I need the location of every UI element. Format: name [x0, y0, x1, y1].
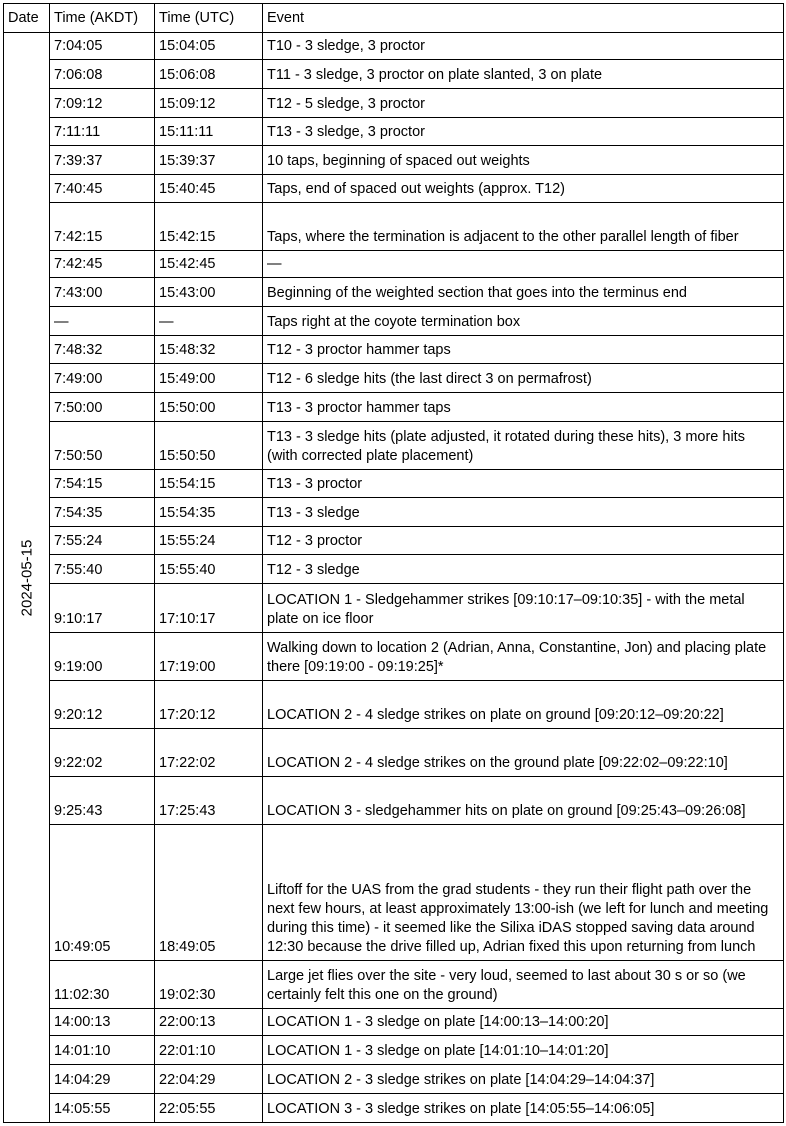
table-row [4, 961, 784, 1009]
header-time-akdt: Time (AKDT) [50, 4, 155, 33]
event-cell: LOCATION 1 - Sledgehammer strikes [09:10:17–09:10:35] - with the metal plate on ice floor [263, 584, 784, 632]
table-row [4, 1036, 784, 1065]
table-row [4, 117, 784, 146]
event-cell: LOCATION 3 - 3 sledge strikes on plate [14:05:55–14:06:05] [263, 1093, 784, 1122]
time-utc-cell: 15:40:45 [155, 175, 263, 203]
header-event: Event [263, 4, 784, 33]
event-cell: T13 - 3 proctor hammer taps [263, 392, 784, 421]
table-header [4, 4, 784, 33]
time-utc-cell: 17:20:12 [155, 680, 263, 728]
table-row [4, 251, 784, 278]
time-akdt-cell: 14:04:29 [50, 1065, 155, 1094]
time-utc-cell: 15:54:15 [155, 469, 263, 497]
time-akdt-cell: 14:00:13 [50, 1009, 155, 1036]
time-akdt-cell: 14:01:10 [50, 1036, 155, 1065]
table-row [4, 88, 784, 117]
time-utc-cell: 19:02:30 [155, 961, 263, 1009]
table-row [4, 469, 784, 497]
date-label: 2024-05-15 [18, 539, 35, 616]
event-cell: Taps right at the coyote termination box [263, 307, 784, 336]
table-row [4, 363, 784, 392]
time-utc-cell: 22:05:55 [155, 1093, 263, 1122]
time-akdt-cell: 7:11:11 [50, 117, 155, 146]
time-akdt-cell: 7:54:15 [50, 469, 155, 497]
time-utc-cell: 22:01:10 [155, 1036, 263, 1065]
event-cell: Walking down to location 2 (Adrian, Anna, Constantine, Jon) and placing plate there [09:19:00 - 09:19:25]* [263, 632, 784, 680]
time-utc-cell: 15:55:24 [155, 526, 263, 555]
time-akdt-cell: 7:50:00 [50, 392, 155, 421]
time-utc-cell: 15:09:12 [155, 88, 263, 117]
time-akdt-cell: 9:22:02 [50, 728, 155, 776]
time-akdt-cell: 11:02:30 [50, 961, 155, 1009]
time-utc-cell: 15:42:45 [155, 251, 263, 278]
time-utc-cell: 15:50:00 [155, 392, 263, 421]
time-akdt-cell: 7:55:24 [50, 526, 155, 555]
time-akdt-cell: 7:04:05 [50, 33, 155, 60]
table-row [4, 307, 784, 336]
event-cell: LOCATION 2 - 3 sledge strikes on plate [14:04:29–14:04:37] [263, 1065, 784, 1094]
time-akdt-cell: 7:40:45 [50, 175, 155, 203]
event-cell: LOCATION 2 - 4 sledge strikes on the ground plate [09:22:02–09:22:10] [263, 728, 784, 776]
event-cell: LOCATION 3 - sledgehammer hits on plate on ground [09:25:43–09:26:08] [263, 777, 784, 825]
table-row [4, 335, 784, 363]
time-akdt-cell: 7:43:00 [50, 278, 155, 307]
time-utc-cell: 15:50:50 [155, 421, 263, 469]
time-utc-cell: — [155, 307, 263, 336]
event-cell: T13 - 3 sledge, 3 proctor [263, 117, 784, 146]
time-utc-cell: 15:54:35 [155, 497, 263, 526]
event-cell: LOCATION 1 - 3 sledge on plate [14:01:10–14:01:20] [263, 1036, 784, 1065]
event-cell: Taps, where the termination is adjacent to the other parallel length of fiber [263, 203, 784, 251]
time-akdt-cell: 7:39:37 [50, 146, 155, 175]
table-row [4, 175, 784, 203]
event-cell: T12 - 3 sledge [263, 555, 784, 584]
time-utc-cell: 17:19:00 [155, 632, 263, 680]
time-utc-cell: 15:06:08 [155, 59, 263, 88]
table-row [4, 584, 784, 632]
time-akdt-cell: 9:10:17 [50, 584, 155, 632]
event-cell: Beginning of the weighted section that goes into the terminus end [263, 278, 784, 307]
event-cell: T13 - 3 proctor [263, 469, 784, 497]
header-row [4, 4, 784, 33]
time-utc-cell: 17:25:43 [155, 777, 263, 825]
table-row [4, 146, 784, 175]
time-akdt-cell: 7:48:32 [50, 335, 155, 363]
time-utc-cell: 15:55:40 [155, 555, 263, 584]
time-akdt-cell: 7:55:40 [50, 555, 155, 584]
time-akdt-cell: 9:20:12 [50, 680, 155, 728]
table-row [4, 632, 784, 680]
table-row [4, 392, 784, 421]
time-utc-cell: 15:43:00 [155, 278, 263, 307]
time-akdt-cell: 7:50:50 [50, 421, 155, 469]
time-utc-cell: 22:04:29 [155, 1065, 263, 1094]
time-utc-cell: 15:49:00 [155, 363, 263, 392]
event-cell: T12 - 5 sledge, 3 proctor [263, 88, 784, 117]
time-utc-cell: 18:49:05 [155, 825, 263, 961]
time-utc-cell: 15:48:32 [155, 335, 263, 363]
time-akdt-cell: 9:25:43 [50, 777, 155, 825]
event-log-table [3, 3, 784, 1123]
table-row [4, 278, 784, 307]
time-utc-cell: 15:42:15 [155, 203, 263, 251]
date-cell [4, 33, 50, 1123]
time-akdt-cell: 7:06:08 [50, 59, 155, 88]
table-row [4, 825, 784, 961]
time-utc-cell: 17:10:17 [155, 584, 263, 632]
event-cell: Large jet flies over the site - very loud, seemed to last about 30 s or so (we certainly felt this one on the ground) [263, 961, 784, 1009]
table-row [4, 1093, 784, 1122]
time-akdt-cell: 7:42:45 [50, 251, 155, 278]
header-date: Date [4, 4, 50, 33]
header-time-utc: Time (UTC) [155, 4, 263, 33]
table-row [4, 555, 784, 584]
table-row [4, 203, 784, 251]
event-cell: T10 - 3 sledge, 3 proctor [263, 33, 784, 60]
table-row [4, 728, 784, 776]
time-akdt-cell: 7:49:00 [50, 363, 155, 392]
time-akdt-cell: 14:05:55 [50, 1093, 155, 1122]
time-utc-cell: 17:22:02 [155, 728, 263, 776]
event-cell: T13 - 3 sledge hits (plate adjusted, it rotated during these hits), 3 more hits (with corrected plate placement) [263, 421, 784, 469]
time-akdt-cell: — [50, 307, 155, 336]
table-row [4, 680, 784, 728]
event-cell: T12 - 6 sledge hits (the last direct 3 on permafrost) [263, 363, 784, 392]
time-akdt-cell: 7:09:12 [50, 88, 155, 117]
table-row [4, 33, 784, 60]
table-body [4, 33, 784, 1123]
time-utc-cell: 15:04:05 [155, 33, 263, 60]
event-cell: 10 taps, beginning of spaced out weights [263, 146, 784, 175]
event-cell: Liftoff for the UAS from the grad students - they run their flight path over the next few hours, at least approximately 13:00-ish (we left for lunch and meeting during this time) - it seemed like the Silixa iDAS stopped saving data around 12:30 because the drive filled up, Adrian fixed this upon returning from lunch [263, 825, 784, 961]
event-cell: Taps, end of spaced out weights (approx. T12) [263, 175, 784, 203]
table-row [4, 421, 784, 469]
event-cell: LOCATION 2 - 4 sledge strikes on plate on ground [09:20:12–09:20:22] [263, 680, 784, 728]
time-utc-cell: 15:11:11 [155, 117, 263, 146]
table-row [4, 526, 784, 555]
event-cell: T11 - 3 sledge, 3 proctor on plate slanted, 3 on plate [263, 59, 784, 88]
event-cell: T12 - 3 proctor [263, 526, 784, 555]
table-row [4, 1065, 784, 1094]
table-row [4, 777, 784, 825]
event-cell: — [263, 251, 784, 278]
table-row [4, 497, 784, 526]
time-akdt-cell: 10:49:05 [50, 825, 155, 961]
table-row [4, 1009, 784, 1036]
time-akdt-cell: 7:42:15 [50, 203, 155, 251]
event-cell: T13 - 3 sledge [263, 497, 784, 526]
time-akdt-cell: 7:54:35 [50, 497, 155, 526]
event-cell: T12 - 3 proctor hammer taps [263, 335, 784, 363]
time-akdt-cell: 9:19:00 [50, 632, 155, 680]
time-utc-cell: 22:00:13 [155, 1009, 263, 1036]
event-cell: LOCATION 1 - 3 sledge on plate [14:00:13–14:00:20] [263, 1009, 784, 1036]
table-row [4, 59, 784, 88]
time-utc-cell: 15:39:37 [155, 146, 263, 175]
